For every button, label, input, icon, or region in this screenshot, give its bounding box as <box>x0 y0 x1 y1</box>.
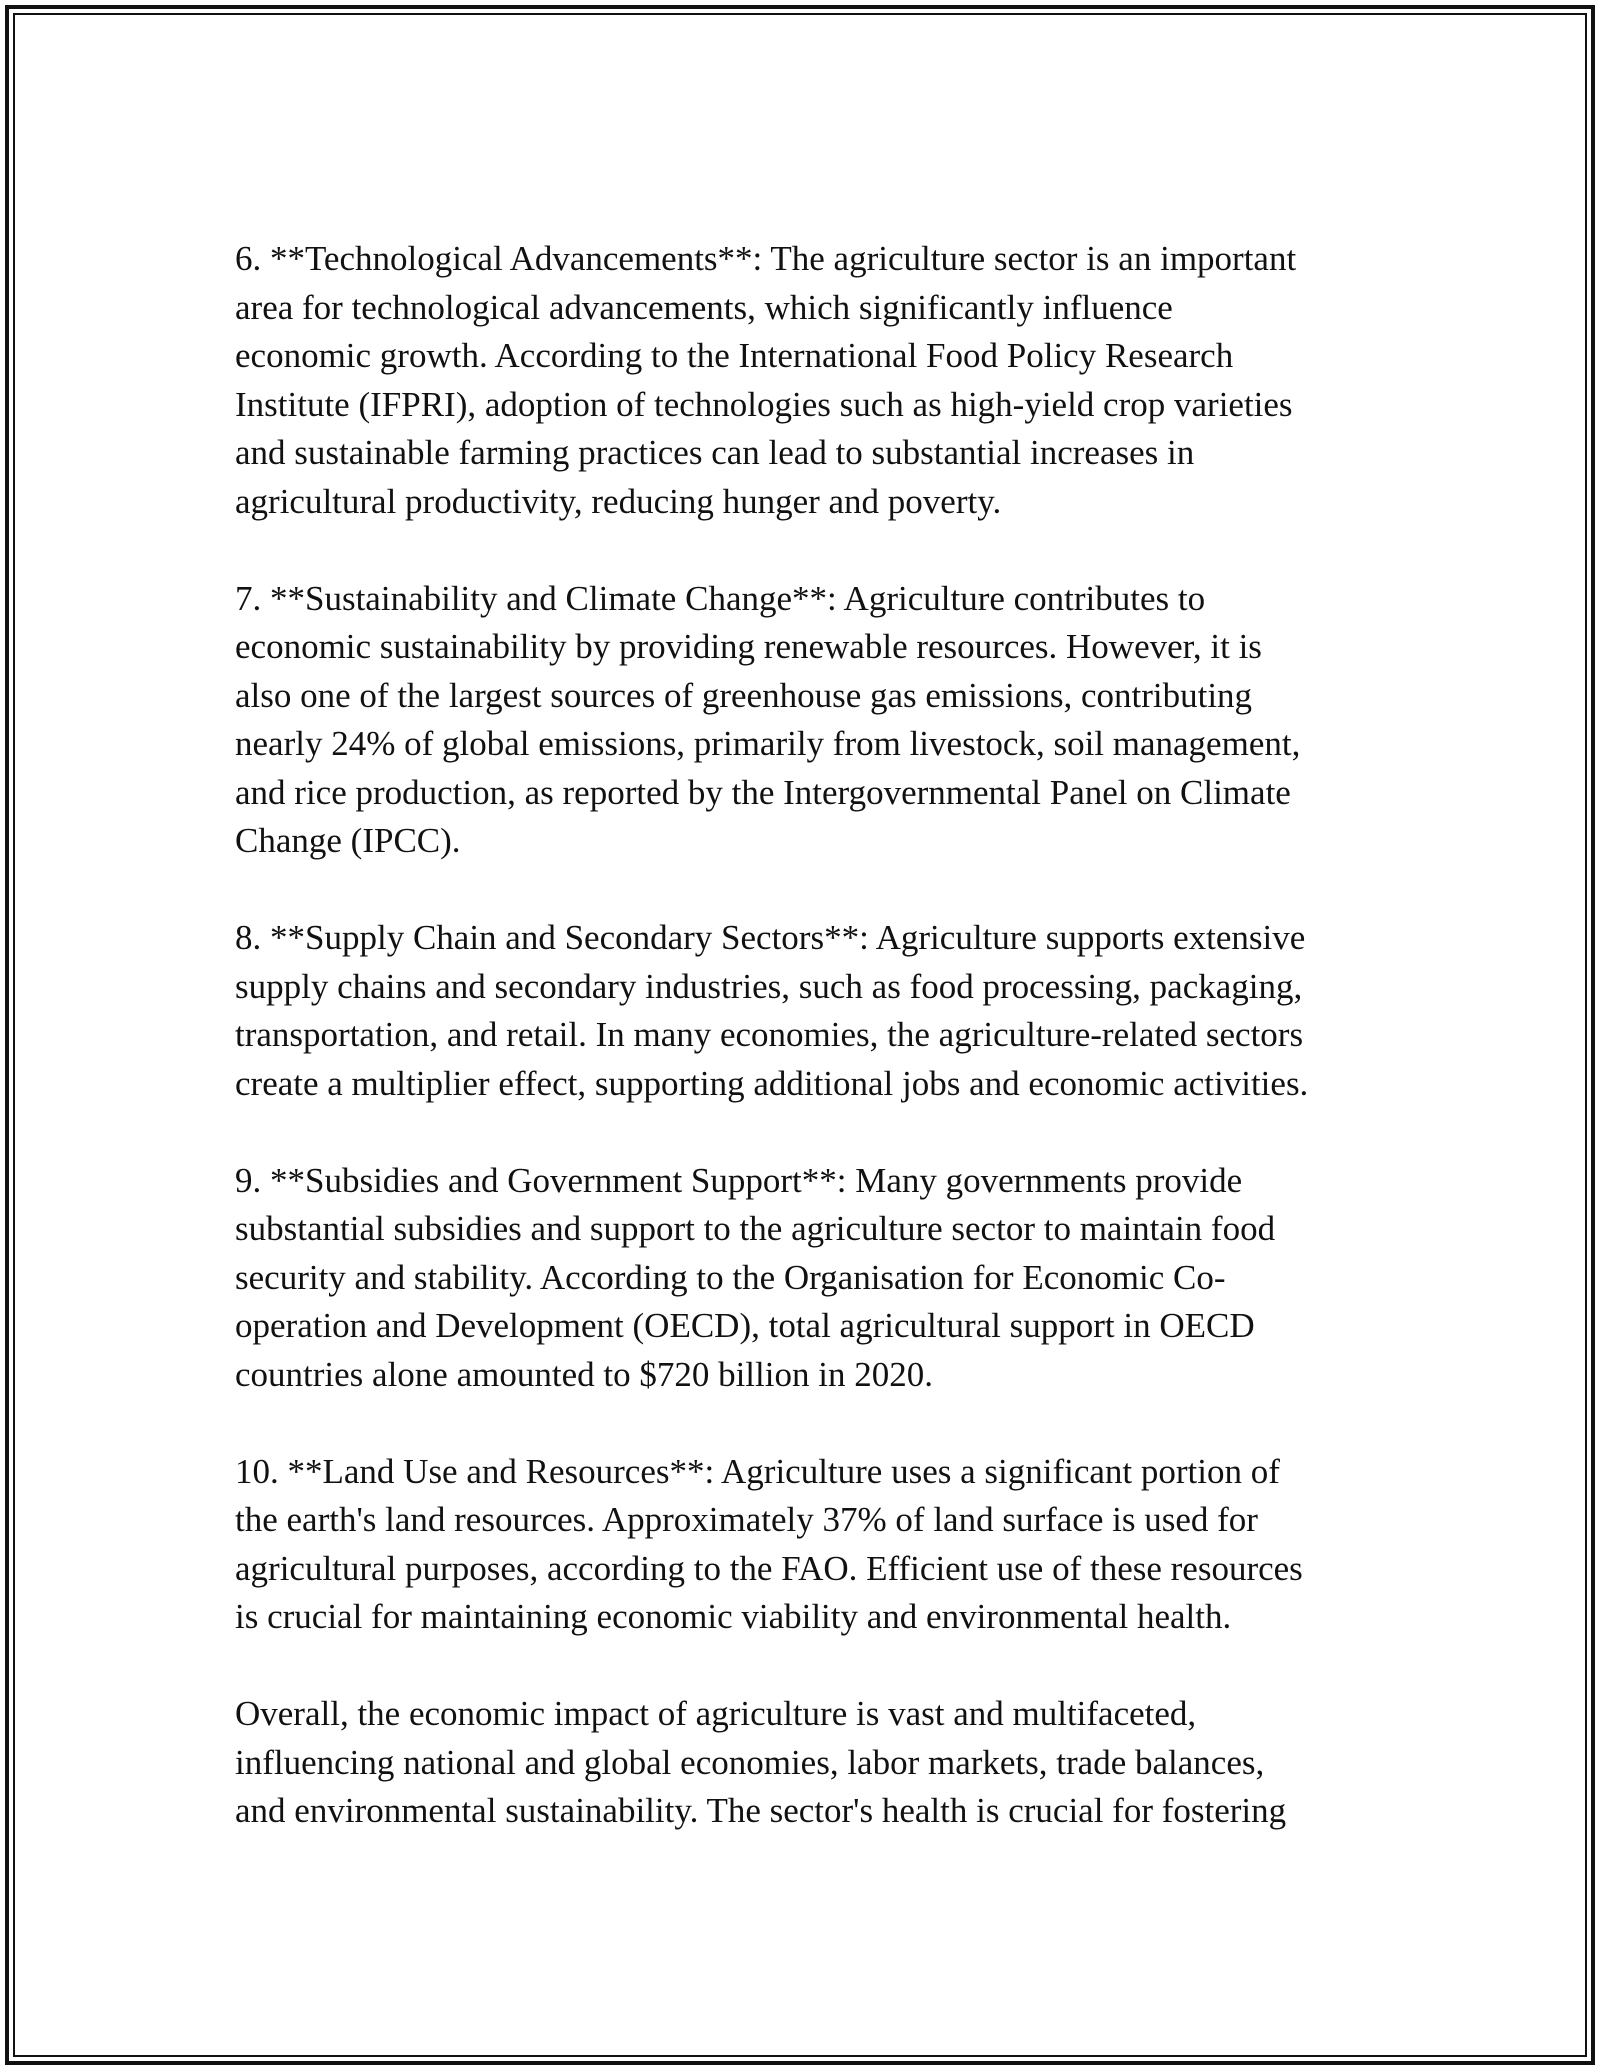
text-line: area for technological advancements, which significantly influence <box>235 287 1173 327</box>
text-line: also one of the largest sources of greenhouse gas emissions, contributing <box>235 675 1253 715</box>
text-line: create a multiplier effect, supporting additional jobs and economic activities. <box>235 1063 1309 1103</box>
text-line: operation and Development (OECD), total agricultural support in OECD <box>235 1306 1255 1345</box>
paragraph-land-use <box>235 1448 1375 1642</box>
text-line: 7. **Sustainability and Climate Change**: Agriculture contributes to <box>235 578 1206 618</box>
text-line: Institute (IFPRI), adoption of technologies such as high-yield crop varieties <box>235 384 1293 424</box>
paragraph-overall <box>235 1690 1375 1836</box>
text-line: 8. **Supply Chain and Secondary Sectors**: Agriculture supports extensive <box>235 918 1306 957</box>
text-line: nearly 24% of global emissions, primarily from livestock, soil management, <box>235 724 1301 763</box>
text-line: influencing national and global economies, labor markets, trade balances, <box>235 1742 1265 1782</box>
text-line: substantial subsidies and support to the agriculture sector to maintain food <box>235 1209 1276 1248</box>
text-line: the earth's land resources. Approximately 37% of land surface is used for <box>235 1500 1258 1539</box>
text-line: countries alone amounted to $720 billion in 2020. <box>235 1354 933 1394</box>
paragraph-supply-chain <box>235 914 1375 1108</box>
paragraph-technological-advancements <box>235 235 1375 526</box>
text-line: Overall, the economic impact of agriculture is vast and multifaceted, <box>235 1694 1197 1733</box>
text-line: and rice production, as reported by the Intergovernmental Panel on Climate <box>235 772 1291 812</box>
text-line: economic growth. According to the International Food Policy Research <box>235 336 1234 375</box>
text-line: security and stability. According to the Organisation for Economic Co- <box>235 1257 1226 1297</box>
text-line: and sustainable farming practices can lead to substantial increases in <box>235 433 1195 472</box>
text-line: agricultural productivity, reducing hunger and poverty. <box>235 481 1002 521</box>
text-line: transportation, and retail. In many economies, the agriculture-related sectors <box>235 1015 1304 1054</box>
text-line: and environmental sustainability. The sector's health is crucial for fostering <box>235 1791 1287 1830</box>
text-line: economic sustainability by providing renewable resources. However, it is <box>235 627 1262 666</box>
text-line: 6. **Technological Advancements**: The agriculture sector is an important <box>235 239 1297 278</box>
text-line: is crucial for maintaining economic viability and environmental health. <box>235 1597 1232 1636</box>
document-body <box>235 235 1375 1836</box>
paragraph-subsidies <box>235 1157 1375 1400</box>
text-line: supply chains and secondary industries, such as food processing, packaging, <box>235 966 1303 1006</box>
paragraph-sustainability-climate-change <box>235 575 1375 866</box>
text-line: 9. **Subsidies and Government Support**: Many governments provide <box>235 1160 1243 1200</box>
text-line: 10. **Land Use and Resources**: Agriculture uses a significant portion of <box>235 1451 1280 1491</box>
text-line: Change (IPCC). <box>235 821 461 860</box>
text-line: agricultural purposes, according to the FAO. Efficient use of these resources <box>235 1548 1303 1588</box>
